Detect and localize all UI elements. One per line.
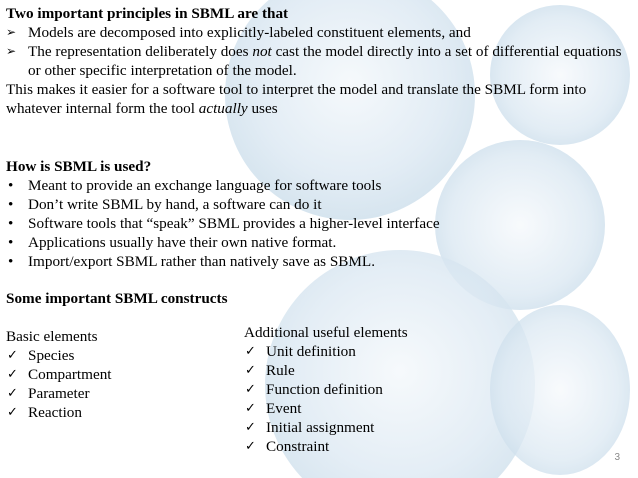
additional-element-item: ✓ Initial assignment bbox=[245, 419, 375, 436]
usage-item: • Software tools that “speak” SBML provides a higher-level interface bbox=[8, 215, 440, 232]
usage-section bbox=[6, 157, 632, 271]
check-icon: ✓ bbox=[7, 348, 18, 363]
check-icon: ✓ bbox=[245, 344, 256, 359]
basic-element-item: ✓ Species bbox=[7, 347, 75, 364]
check-icon: ✓ bbox=[245, 363, 256, 378]
principle-item: ➢ Models are decomposed into explicitly-labeled constituent elements, and bbox=[6, 24, 471, 41]
check-icon: ✓ bbox=[7, 405, 18, 420]
check-icon: ✓ bbox=[7, 367, 18, 382]
principles-summary: This makes it easier for a software tool to interpret the model and translate the SBML form into whatever internal form the tool actually uses bbox=[6, 81, 587, 117]
basic-element-item: ✓ Compartment bbox=[7, 366, 112, 383]
additional-element-item: ✓ Event bbox=[245, 400, 302, 417]
principles-heading: Two important principles in SBML are that bbox=[6, 5, 289, 22]
principle-item: ➢ The representation deliberately does not cast the model directly into a set of differential equations or other specific interpretation of the model. bbox=[6, 43, 622, 79]
additional-element-item: ✓ Rule bbox=[245, 362, 295, 379]
check-icon: ✓ bbox=[7, 386, 18, 401]
usage-item: • Meant to provide an exchange language for software tools bbox=[8, 177, 382, 194]
basic-elements-title: Basic elements bbox=[6, 328, 98, 345]
bullet-icon: • bbox=[8, 234, 14, 251]
bullet-icon: • bbox=[8, 215, 14, 232]
usage-item: • Don’t write SBML by hand, a software can do it bbox=[8, 196, 322, 213]
arrow-bullet-icon: ➢ bbox=[6, 25, 17, 39]
check-icon: ✓ bbox=[245, 401, 256, 416]
additional-element-item: ✓ Function definition bbox=[245, 381, 383, 398]
additional-elements-title: Additional useful elements bbox=[244, 324, 408, 341]
constructs-heading-block bbox=[6, 289, 632, 308]
additional-element-item: ✓ Unit definition bbox=[245, 343, 356, 360]
principles-section bbox=[6, 4, 632, 118]
constructs-heading: Some important SBML constructs bbox=[6, 290, 228, 307]
bullet-icon: • bbox=[8, 253, 14, 270]
usage-item: • Import/export SBML rather than natively save as SBML. bbox=[8, 253, 375, 270]
basic-elements-list bbox=[6, 327, 112, 422]
basic-element-item: ✓ Reaction bbox=[7, 404, 82, 421]
bullet-icon: • bbox=[8, 196, 14, 213]
check-icon: ✓ bbox=[245, 382, 256, 397]
check-icon: ✓ bbox=[245, 439, 256, 454]
arrow-bullet-icon: ➢ bbox=[6, 44, 17, 58]
page-number: 3 bbox=[614, 452, 620, 463]
usage-item: • Applications usually have their own native format. bbox=[8, 234, 337, 251]
additional-elements-list bbox=[244, 323, 408, 456]
basic-element-item: ✓ Parameter bbox=[7, 385, 90, 402]
check-icon: ✓ bbox=[245, 420, 256, 435]
usage-heading: How is SBML is used? bbox=[6, 158, 152, 175]
additional-element-item: ✓ Constraint bbox=[245, 438, 330, 455]
bullet-icon: • bbox=[8, 177, 14, 194]
